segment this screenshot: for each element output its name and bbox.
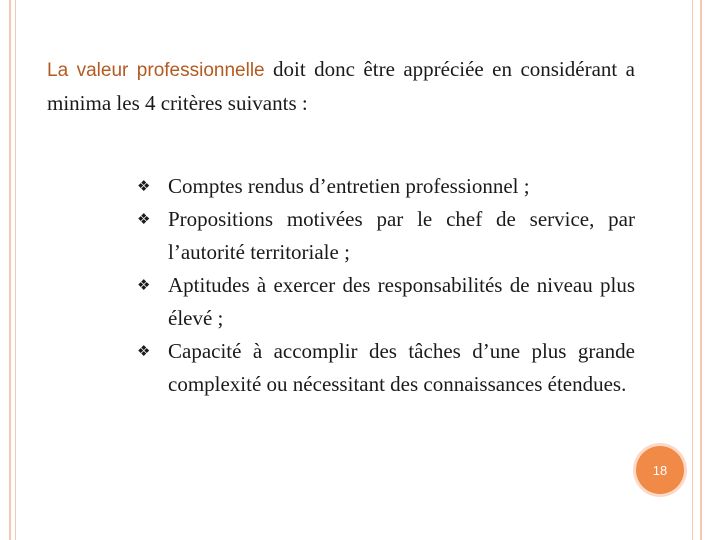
criteria-item-text: Aptitudes à exercer des responsabilités de niveau plus élevé ;: [168, 273, 635, 330]
frame-left-outer-line: [9, 0, 11, 540]
intro-lead-phrase: La valeur professionnelle: [47, 60, 265, 81]
diamond-bullet-icon: ❖: [137, 342, 151, 360]
frame-right-outer-line: [700, 0, 702, 540]
page-number-badge: [636, 446, 684, 494]
criteria-item: [131, 170, 635, 203]
frame-left-inner-line: [15, 0, 16, 540]
page-number: 18: [652, 462, 668, 478]
intro-paragraph: [47, 53, 635, 119]
criteria-item: [131, 203, 635, 269]
criteria-list: [131, 170, 635, 401]
criteria-item: [131, 335, 635, 401]
criteria-item-text: Capacité à accomplir des tâches d’une plus grande complexité ou nécessitant des connaissances étendues.: [168, 339, 635, 396]
criteria-item: [131, 269, 635, 335]
frame-right-inner-line: [692, 0, 693, 540]
criteria-item-text: Comptes rendus d’entretien professionnel ;: [168, 174, 530, 198]
intro-rest-text: doit donc être appréciée en considérant a minima les 4 critères suivants :: [47, 57, 635, 115]
diamond-bullet-icon: ❖: [137, 210, 151, 228]
diamond-bullet-icon: ❖: [137, 177, 151, 195]
diamond-bullet-icon: ❖: [137, 276, 151, 294]
criteria-item-text: Propositions motivées par le chef de service, par l’autorité territoriale ;: [168, 207, 635, 264]
